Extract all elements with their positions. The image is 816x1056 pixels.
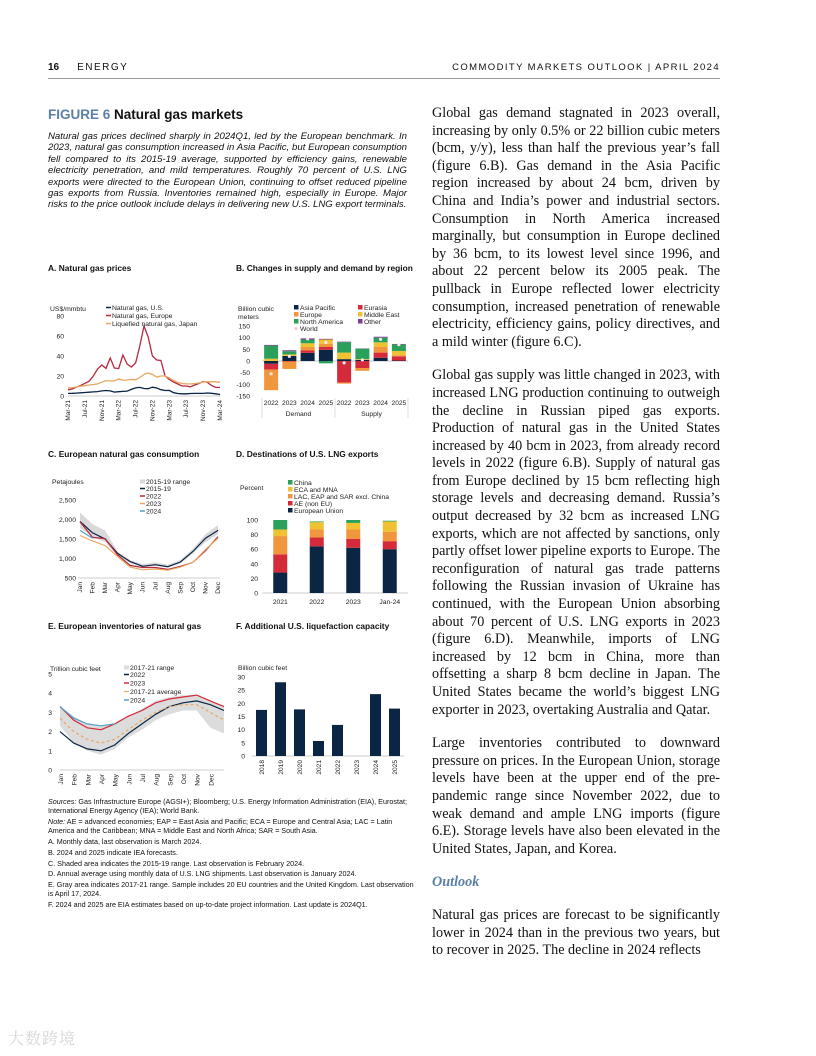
legend-swatch	[288, 494, 293, 499]
figure-description: Natural gas prices declined sharply in 2024Q1, led by the European benchmark. In 2023, natural gas consumption increased in Asia Pacific, but European consumption fell compared to its 2015-19 average, supported by efficiency gains, renewable electricity penetration, and mild temperatures. Roughly 70 percent of U.S. LNG exports were directed to the European Union, continuing to offset reduced pipeline gas exports from Russia. Inventories remained high, especially in Europe. Major risks to the price outlook include delays in delivering new U.S. LNG export terminals.	[48, 131, 407, 211]
x-tick-label: Feb	[71, 773, 79, 785]
world-marker	[361, 358, 364, 361]
legend-swatch	[288, 480, 293, 485]
x-tick-label: Mar	[85, 773, 93, 785]
body-paragraph: Large inventories contributed to downward pressure on prices. In the European Union, storage levels have been at the upper end of the pre-pandemic range since November 2022, due to weak demand and ample LNG imports (figure 6.E). Storage levels have also been elevated in the United States, Japan, and Korea.	[432, 735, 720, 857]
bar-segment	[273, 520, 287, 529]
x-tick-label: Mar	[102, 581, 110, 593]
x-tick-label: Aug	[164, 581, 172, 594]
legend-swatch	[358, 319, 363, 324]
page-number: 16	[48, 62, 60, 73]
legend-swatch	[295, 327, 298, 330]
y-tick-label: 20	[56, 373, 64, 380]
x-tick-label: Jul-21	[81, 399, 89, 418]
bar-segment	[346, 522, 360, 529]
legend-label: AE (non EU)	[294, 500, 333, 508]
x-tick-label: 2024	[373, 399, 388, 407]
bar-segment	[337, 352, 351, 359]
y-tick-label: 25	[237, 687, 245, 695]
chart-f-liquefaction-capacity	[236, 632, 416, 782]
legend-label: 2015-19 range	[146, 478, 191, 486]
legend-label: 2015-19	[146, 485, 171, 493]
bar-segment	[264, 345, 278, 358]
bar-segment	[337, 359, 351, 361]
panel-a	[48, 263, 228, 434]
y-tick-label: 1,000	[58, 555, 76, 563]
bar-segment	[383, 541, 397, 549]
legend-label: Asia Pacific	[300, 304, 336, 312]
legend-label: 2017-21 range	[130, 664, 175, 672]
publication-title: COMMODITY MARKETS OUTLOOK | APRIL 2024	[452, 62, 720, 73]
panel-title: F. Additional U.S. liquefaction capacity	[236, 621, 390, 631]
bar-segment	[383, 521, 397, 531]
x-tick-label: Nov-23	[200, 399, 208, 421]
bar-segment	[355, 368, 369, 371]
bar-segment	[310, 522, 324, 529]
x-tick-label: Jul	[152, 581, 160, 590]
chart-d-lng-destinations	[236, 460, 416, 610]
bar-segment	[319, 343, 333, 346]
bar	[275, 682, 286, 756]
bar-segment	[346, 529, 360, 538]
bar-segment	[392, 355, 406, 356]
legend-swatch	[358, 312, 363, 317]
y-tick-label: 30	[237, 674, 245, 681]
legend-label: 2022	[130, 671, 146, 679]
bar-segment	[273, 554, 287, 572]
y-tick-label: 1	[48, 747, 52, 755]
x-tick-label: Jul-23	[183, 399, 191, 418]
section-subheading: Outlook	[432, 874, 480, 891]
panel-title: A. Natural gas prices	[48, 263, 132, 273]
y-tick-label: -150	[236, 393, 250, 400]
world-marker	[270, 372, 273, 375]
world-marker	[343, 361, 346, 364]
legend-swatch	[124, 665, 129, 669]
legend-swatch	[294, 312, 299, 317]
bar-segment	[264, 361, 278, 364]
panel-b	[236, 263, 416, 429]
body-paragraph: Global gas demand stagnated in 2023 overall, increasing by only 0.5% or 22 billion cubic meters (bcm, y/y), less than half the previous year’s fall (figure 6.B). Gas demand in the Asia Pacific region increased by about 24 bcm, driven by China and India’s power and industrial sectors. Consumption in North America increased marginally, but consumption in Europe declined by 36 bcm, to its lowest level since 1996, and about 22 percent below its 2005 peak. The pullback in Europe reflected lower electricity consumption, increased penetration of renewable electricity, efficiency gains, policy directives, and a mild winter (figure 6.C).	[432, 105, 720, 350]
legend-label: ECA and MNA	[294, 486, 338, 494]
y-tick-label: 20	[237, 700, 245, 708]
chart-c-european-consumption	[48, 460, 228, 610]
bar-segment	[301, 347, 315, 351]
y-tick-label: 50	[242, 346, 250, 354]
bar-segment	[355, 361, 369, 368]
range-area	[80, 512, 218, 567]
bar	[370, 694, 381, 756]
legend-swatch	[288, 508, 293, 513]
y-tick-label: 20	[250, 575, 258, 583]
x-tick-label: Feb	[89, 581, 97, 593]
y-tick-label: 150	[238, 323, 250, 330]
bar-segment	[310, 521, 324, 522]
y-tick-label: 80	[56, 313, 64, 320]
y-tick-label: 40	[56, 353, 64, 360]
x-tick-label: 2025	[392, 759, 399, 775]
series-line	[68, 326, 220, 390]
y-tick-label: -50	[240, 369, 250, 377]
sources-note: Sources: Gas Infrastructure Europe (AGSI+); Bloomberg; U.S. Energy Information Administration (EIA), Eurostat; International Energy Agency (IEA); World Bank.	[48, 797, 407, 816]
bar-segment	[301, 352, 315, 360]
legend-label: 2023	[130, 680, 146, 687]
bar-segment	[374, 357, 388, 360]
bar-segment	[319, 338, 333, 339]
y-tick-label: 100	[246, 517, 258, 524]
legend-swatch	[294, 319, 299, 324]
y-tick-label: 60	[250, 546, 258, 554]
figure-title	[48, 107, 243, 122]
y-tick-label: 15	[237, 713, 245, 721]
x-tick-label: 2025	[318, 399, 334, 407]
x-tick-label: 2023	[354, 759, 361, 775]
legend-swatch	[358, 305, 363, 310]
x-tick-label: Mar-21	[65, 399, 72, 421]
x-tick-label: 2019	[278, 759, 285, 775]
figure-notes	[48, 797, 418, 911]
y-axis-label: Billion cubic	[238, 305, 274, 313]
bar-segment	[301, 350, 315, 352]
bar-segment	[310, 546, 324, 593]
world-marker	[397, 343, 400, 346]
bar-segment	[374, 336, 388, 337]
chart-a-natural-gas-prices	[48, 274, 228, 429]
bar-segment	[282, 361, 296, 368]
legend-label: North America	[300, 318, 344, 326]
y-tick-label: 100	[238, 334, 250, 342]
legend-label: LAC, EAP and SAR excl. China	[294, 493, 390, 501]
bar-segment	[273, 536, 287, 554]
x-tick-label: 2021	[272, 598, 288, 606]
body-paragraph: Global gas supply was little changed in 2023, with increased LNG production continuing to outweigh the decline in Russian piped gas exports. Production of natural gas in the United States increased by 40 bcm in 2023, from already record levels in 2022 (figure 6.B). Supply of natural gas from Europe declined by 15 bcm reflecting high storage levels and decreasing demand. Russia’s output decreased by 32 bcm as increased LNG exports, which are not affected by sanctions, only partly offset lower pipeline exports to Europe. The reconfiguration of natural gas trade patterns following the Russian invasion of Ukraine has continued, with the European Union absorbing about 70 percent of U.S. LNG exports in 2023 (figure 6.D). Meanwhile, imports of LNG increased by 12 bcm in China, more than offsetting a sharp 8 bcm decline in Japan. The United States became the world’s biggest LNG exporter in 2023, overtaking Australia and Qatar.	[432, 367, 720, 718]
x-tick-label: Aug	[153, 773, 161, 786]
legend-label: Europe	[300, 311, 322, 319]
panel-f	[236, 621, 416, 787]
x-tick-label: 2021	[316, 759, 323, 775]
legend-label: 2017-21 average	[130, 688, 182, 696]
watermark-logo: 大数跨境	[8, 1029, 77, 1048]
note-item: E. Gray area indicates 2017-21 range. Sample includes 20 EU countries and the United Kingdom. Last observation is April 17, 2024.	[48, 880, 414, 899]
bar-segment	[346, 520, 360, 523]
legend-label: Natural gas, Europe	[112, 312, 173, 320]
bar	[294, 709, 305, 756]
legend-swatch	[140, 479, 145, 483]
y-axis-label: Percent	[240, 484, 264, 492]
legend-label: Natural gas, U.S.	[112, 304, 164, 312]
y-tick-label: -100	[236, 381, 250, 389]
panel-e	[48, 621, 228, 797]
section-name: ENERGY	[77, 62, 129, 73]
bar-segment	[383, 549, 397, 593]
world-marker	[306, 337, 309, 340]
bar-segment	[383, 520, 397, 521]
bar-segment	[310, 529, 324, 537]
x-tick-label: Apr	[114, 581, 122, 592]
bar-segment	[346, 538, 360, 547]
running-header-left	[48, 62, 128, 73]
group-label: Demand	[285, 410, 312, 418]
y-axis-label: US$/mmbtu	[50, 305, 86, 313]
bar-segment	[264, 363, 278, 369]
bar-segment	[282, 350, 296, 351]
x-tick-label: Jun	[139, 581, 147, 593]
figure-number: FIGURE 6	[48, 107, 111, 122]
y-tick-label: 5	[48, 671, 52, 678]
bar-segment	[273, 572, 287, 592]
bar	[256, 709, 267, 755]
x-tick-label: 2024	[300, 399, 315, 407]
body-paragraph: Natural gas prices are forecast to be significantly lower in 2024 than in the previous two years, but to recover in 2025. The decline in 2024 reflects	[432, 906, 720, 959]
x-tick-label: Oct	[181, 773, 188, 784]
x-tick-label: Mar-23	[166, 399, 174, 421]
bar	[332, 724, 343, 755]
panel-c	[48, 449, 228, 615]
y-tick-label: 0	[254, 590, 258, 597]
body-text-column	[432, 105, 720, 976]
legend-label: Eurasia	[364, 304, 388, 312]
legend-label: 2024	[130, 697, 146, 704]
bar-segment	[273, 529, 287, 536]
legend-label: Liquefied natural gas, Japan	[112, 320, 198, 328]
y-tick-label: 0	[246, 358, 250, 365]
bar-segment	[319, 347, 333, 350]
legend-swatch	[294, 305, 299, 310]
x-tick-label: Mar-22	[115, 399, 123, 421]
x-tick-label: Nov-21	[98, 399, 106, 421]
x-tick-label: May	[127, 581, 135, 594]
note-item: D. Annual average using monthly data of U.S. LNG shipments. Last observation is January 2024.	[48, 869, 357, 879]
legend-label: Other	[364, 318, 381, 326]
y-axis-label: Petajoules	[52, 478, 84, 486]
x-tick-label: 2024	[373, 759, 380, 775]
bar-segment	[264, 344, 278, 345]
chart-e-european-inventories	[48, 632, 228, 792]
x-tick-label: Jun	[126, 773, 134, 785]
x-tick-label: Dec	[208, 773, 216, 786]
x-tick-label: Jan	[58, 773, 65, 785]
x-tick-label: 2022	[335, 759, 342, 775]
bar-segment	[337, 382, 351, 383]
x-tick-label: Apr	[99, 773, 106, 784]
y-tick-label: 500	[64, 575, 76, 582]
bar-segment	[355, 348, 369, 359]
y-tick-label: 0	[48, 767, 52, 774]
figure-title-text: Natural gas markets	[114, 107, 244, 122]
y-tick-label: 2,000	[58, 516, 76, 524]
y-tick-label: 40	[250, 560, 258, 568]
x-tick-label: May	[112, 773, 120, 786]
y-tick-label: 3	[48, 709, 52, 717]
x-tick-label: 2023	[282, 399, 297, 407]
bar	[389, 708, 400, 755]
bar-segment	[319, 349, 333, 360]
y-tick-label: 4	[48, 690, 52, 698]
bar-segment	[310, 537, 324, 546]
y-tick-label: 5	[241, 739, 245, 747]
y-axis-label: Billion cubic feet	[238, 664, 288, 672]
y-tick-label: 10	[237, 726, 245, 734]
y-axis-label: Trillion cubic feet	[50, 665, 101, 673]
legend-label: 2024	[146, 508, 162, 515]
bar-segment	[374, 342, 388, 347]
bar-segment	[392, 350, 406, 354]
bar-segment	[319, 361, 333, 363]
header-rule	[48, 78, 720, 79]
x-tick-label: 2022	[309, 598, 325, 606]
x-tick-label: Nov	[194, 773, 202, 786]
y-tick-label: 2	[48, 728, 52, 736]
y-axis-label: meters	[238, 313, 259, 321]
bar-segment	[383, 531, 397, 540]
x-tick-label: Nov-22	[149, 399, 157, 421]
legend-label: 2022	[146, 493, 162, 500]
x-tick-label: Nov	[202, 581, 210, 594]
series-line	[68, 387, 220, 394]
x-tick-label: Sep	[177, 581, 185, 594]
legend-swatch	[288, 501, 293, 506]
series-line	[68, 373, 220, 388]
legend-swatch	[288, 487, 293, 492]
chart-b-supply-demand	[236, 274, 416, 424]
x-tick-label: Dec	[215, 581, 222, 594]
panel-d	[236, 449, 416, 615]
panel-title: D. Destinations of U.S. LNG exports	[236, 449, 379, 459]
x-tick-label: Jul-22	[132, 399, 140, 418]
note-item: F. 2024 and 2025 are EIA estimates based on up-to-date project information. Last update is 2024Q1.	[48, 900, 368, 910]
legend-label: World	[300, 325, 318, 333]
abbreviation-note: Note: AE = advanced economies; EAP = East Asia and Pacific; ECA = Europe and Central Asia; LAC = Latin America and the Caribbean; MNA = Middle East and North Africa; SAR = South Asia.	[48, 817, 393, 836]
group-label: Supply	[361, 410, 382, 418]
x-tick-label: 2023	[345, 598, 361, 606]
bar	[313, 740, 324, 755]
note-item: B. 2024 and 2025 indicate IEA forecasts.	[48, 847, 178, 857]
legend-label: 2023	[146, 500, 162, 508]
x-tick-label: Mar-24	[217, 399, 224, 421]
y-tick-label: 1,500	[58, 536, 76, 543]
x-tick-label: 2018	[259, 759, 266, 775]
note-item: A. Monthly data, last observation is March 2024.	[48, 837, 202, 846]
x-tick-label: 2020	[297, 759, 304, 775]
world-marker	[324, 340, 327, 343]
y-tick-label: 60	[56, 333, 64, 340]
bar-segment	[301, 343, 315, 347]
legend-label: China	[294, 479, 312, 487]
panel-title: B. Changes in supply and demand by region	[236, 263, 413, 273]
y-tick-label: 0	[60, 393, 64, 400]
bar-segment	[337, 342, 351, 353]
y-tick-label: 80	[250, 531, 258, 539]
legend-label: Middle East	[364, 311, 400, 319]
bar-segment	[282, 351, 296, 354]
x-tick-label: Sep	[167, 773, 175, 786]
bar-segment	[374, 347, 388, 353]
x-tick-label: 2023	[355, 399, 370, 407]
x-tick-label: 2022	[336, 399, 352, 407]
legend-label: European Union	[294, 507, 344, 515]
bar-segment	[374, 352, 388, 357]
x-tick-label: Oct	[189, 581, 197, 592]
panel-title: E. European inventories of natural gas	[48, 621, 202, 631]
x-tick-label: 2025	[391, 399, 407, 407]
panel-title: C. European natural gas consumption	[48, 449, 200, 459]
world-marker	[379, 337, 382, 340]
x-tick-label: 2022	[263, 399, 279, 407]
bar-segment	[392, 356, 406, 360]
bar-segment	[346, 547, 360, 592]
x-tick-label: Jul	[140, 773, 147, 782]
y-tick-label: 2,500	[58, 497, 76, 504]
note-item: C. Shaded area indicates the 2015-19 range. Last observation is February 2024.	[48, 858, 305, 868]
world-marker	[288, 354, 291, 357]
bar-segment	[264, 358, 278, 360]
y-tick-label: 0	[241, 753, 245, 760]
x-tick-label: Jan	[77, 581, 84, 593]
x-tick-label: Jan-24	[379, 598, 401, 606]
